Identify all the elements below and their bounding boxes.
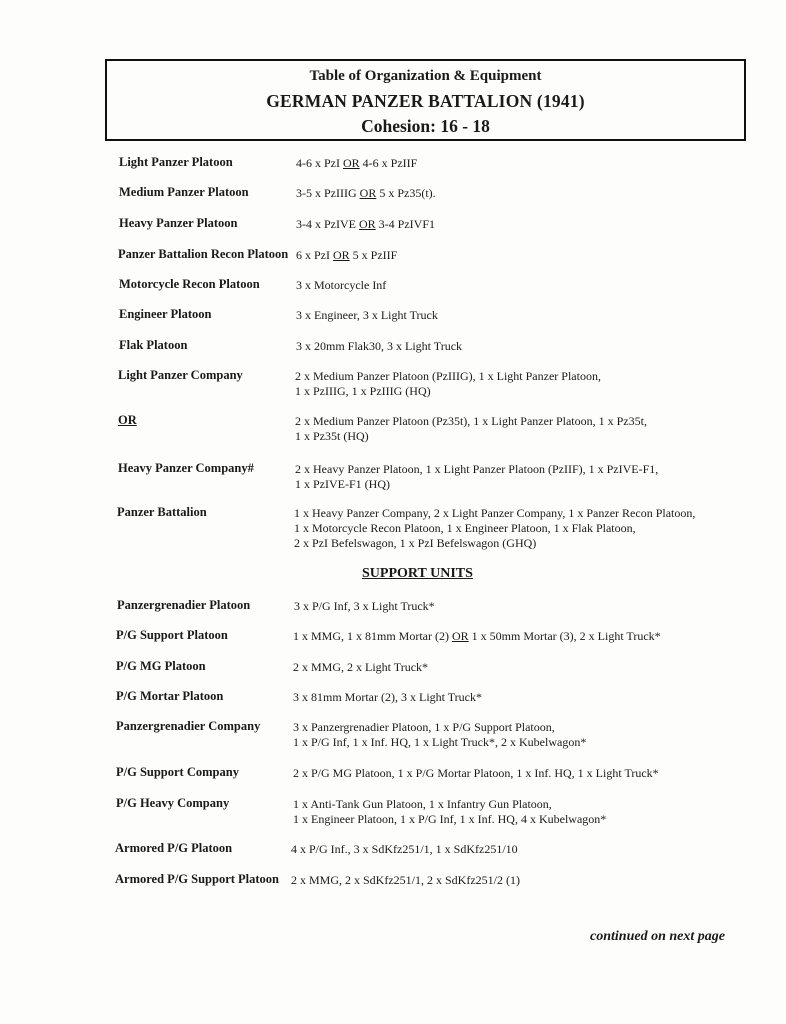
unit-name: Armored P/G Platoon: [115, 841, 233, 855]
composition-text: 1 x MMG, 1 x 81mm Mortar (2): [293, 629, 452, 643]
composition-line: [295, 414, 647, 429]
composition-line: [295, 369, 601, 384]
composition-text: 1 x P/G Inf, 1 x Inf. HQ, 1 x Light Truck*, 2 x Kubelwagon*: [293, 735, 587, 749]
composition-line: [294, 536, 695, 551]
unit-composition: [291, 873, 520, 888]
composition-line: [293, 629, 661, 644]
unit-composition: [295, 414, 647, 444]
composition-line: [296, 308, 438, 323]
unit-name: OR: [118, 413, 137, 427]
composition-text: 1 x Motorcycle Recon Platoon, 1 x Engineer Platoon, 1 x Flak Platoon,: [294, 521, 636, 535]
unit-composition: [294, 506, 695, 551]
unit-composition: [296, 339, 462, 354]
unit-composition: [293, 720, 586, 750]
composition-text: 2 x Medium Panzer Platoon (Pz35t), 1 x Light Panzer Platoon, 1 x Pz35t,: [295, 414, 647, 428]
composition-text: 3-4 PzIVF1: [375, 217, 436, 231]
composition-line: [293, 720, 586, 735]
unit-composition: [296, 156, 417, 171]
composition-text: 1 x Anti-Tank Gun Platoon, 1 x Infantry Gun Platoon,: [293, 797, 552, 811]
unit-name: P/G Heavy Company: [116, 796, 230, 810]
document-title: GERMAN PANZER BATTALION (1941): [266, 91, 585, 111]
composition-line: [293, 766, 659, 781]
unit-composition: [291, 842, 518, 857]
composition-line: [295, 429, 647, 444]
unit-composition: [296, 217, 435, 232]
unit-name: Heavy Panzer Company#: [118, 461, 254, 475]
composition-line: [296, 156, 417, 171]
composition-line: [295, 462, 658, 477]
composition-text: 4-6 x PzIIF: [359, 156, 418, 170]
composition-text: 3 x Motorcycle Inf: [296, 278, 387, 292]
composition-text: 3 x 81mm Mortar (2), 3 x Light Truck*: [293, 690, 482, 704]
unit-name: Medium Panzer Platoon: [119, 185, 249, 199]
continued-note: continued on next page: [590, 929, 725, 944]
unit-name: P/G MG Platoon: [116, 659, 206, 673]
support-units-heading: SUPPORT UNITS: [362, 566, 473, 581]
unit-name: P/G Mortar Platoon: [116, 689, 224, 703]
title-box: [105, 59, 746, 141]
unit-name: Flak Platoon: [119, 338, 188, 352]
composition-text: 6 x PzI: [296, 248, 333, 262]
unit-composition: [295, 462, 658, 492]
unit-name: Panzer Battalion: [117, 505, 207, 519]
unit-composition: [293, 629, 661, 644]
composition-line: [295, 384, 601, 399]
composition-line: [293, 797, 606, 812]
unit-composition: [293, 690, 482, 705]
composition-text: 3 x P/G Inf, 3 x Light Truck*: [294, 599, 435, 613]
composition-text: 3 x Engineer, 3 x Light Truck: [296, 308, 438, 322]
unit-composition: [293, 797, 606, 827]
composition-text: 3-5 x PzIIIG: [296, 186, 360, 200]
unit-name: Panzergrenadier Company: [116, 719, 261, 733]
composition-text: 1 x Heavy Panzer Company, 2 x Light Panzer Company, 1 x Panzer Recon Platoon,: [294, 506, 696, 520]
composition-text: 4 x P/G Inf., 3 x SdKfz251/1, 1 x SdKfz251/10: [291, 842, 518, 856]
unit-name: Engineer Platoon: [119, 307, 212, 321]
composition-line: [294, 521, 695, 536]
composition-line: [296, 278, 386, 293]
composition-text: 1 x Engineer Platoon, 1 x P/G Inf, 1 x Inf. HQ, 4 x Kubelwagon*: [293, 812, 607, 826]
composition-line: [293, 690, 482, 705]
title-line-1: Table of Organization & Equipment: [309, 68, 542, 84]
composition-line: [296, 186, 436, 201]
composition-text: 3 x Panzergrenadier Platoon, 1 x P/G Support Platoon,: [293, 720, 555, 734]
composition-text: 2 x PzI Befelswagon, 1 x PzI Befelswagon (GHQ): [294, 536, 537, 550]
composition-text: 2 x P/G MG Platoon, 1 x P/G Mortar Platoon, 1 x Inf. HQ, 1 x Light Truck*: [293, 766, 659, 780]
unit-name: Light Panzer Company: [118, 368, 243, 382]
composition-text: 1 x PzIIIG, 1 x PzIIIG (HQ): [295, 384, 431, 398]
unit-name: P/G Support Company: [116, 765, 239, 779]
composition-line: [291, 873, 520, 888]
composition-line: [296, 248, 397, 263]
unit-name: P/G Support Platoon: [116, 628, 228, 642]
unit-composition: [296, 248, 397, 263]
composition-line: [291, 842, 518, 857]
composition-line: [294, 599, 435, 614]
composition-text: 2 x MMG, 2 x SdKfz251/1, 2 x SdKfz251/2 (1): [291, 873, 520, 887]
composition-text: 3-4 x PzIVE: [296, 217, 359, 231]
or-keyword: OR: [343, 156, 360, 170]
composition-text: 1 x Pz35t (HQ): [295, 429, 369, 443]
unit-name: Panzergrenadier Platoon: [117, 598, 251, 612]
composition-text: 1 x 50mm Mortar (3), 2 x Light Truck*: [468, 629, 661, 643]
composition-line: [293, 812, 606, 827]
composition-line: [296, 339, 462, 354]
composition-line: [295, 477, 658, 492]
composition-text: 2 x Heavy Panzer Platoon, 1 x Light Panzer Platoon (PzIIF), 1 x PzIVE-F1,: [295, 462, 659, 476]
unit-composition: [293, 660, 428, 675]
unit-composition: [295, 369, 601, 399]
composition-text: 5 x Pz35(t).: [376, 186, 436, 200]
cohesion-line: Cohesion: 16 - 18: [361, 116, 490, 136]
composition-line: [296, 217, 435, 232]
unit-composition: [293, 766, 659, 781]
or-keyword: OR: [333, 248, 350, 262]
unit-composition: [296, 308, 438, 323]
unit-name: Heavy Panzer Platoon: [119, 216, 238, 230]
or-keyword: OR: [359, 217, 376, 231]
unit-name: Motorcycle Recon Platoon: [119, 277, 260, 291]
or-keyword: OR: [452, 629, 469, 643]
composition-text: 3 x 20mm Flak30, 3 x Light Truck: [296, 339, 463, 353]
composition-text: 2 x MMG, 2 x Light Truck*: [293, 660, 429, 674]
unit-name: Light Panzer Platoon: [119, 155, 233, 169]
or-keyword: OR: [359, 186, 377, 200]
composition-text: 5 x PzIIF: [349, 248, 398, 262]
composition-text: 1 x PzIVE-F1 (HQ): [295, 477, 390, 491]
unit-name: Armored P/G Support Platoon: [115, 872, 280, 886]
unit-composition: [296, 278, 386, 293]
composition-text: 2 x Medium Panzer Platoon (PzIIIG), 1 x Light Panzer Platoon,: [295, 369, 601, 383]
unit-composition: [294, 599, 435, 614]
composition-line: [293, 660, 428, 675]
unit-composition: [296, 186, 436, 201]
unit-name: Panzer Battalion Recon Platoon: [118, 247, 289, 261]
composition-text: 4-6 x PzI: [296, 156, 343, 170]
composition-line: [294, 506, 695, 521]
composition-line: [293, 735, 586, 750]
